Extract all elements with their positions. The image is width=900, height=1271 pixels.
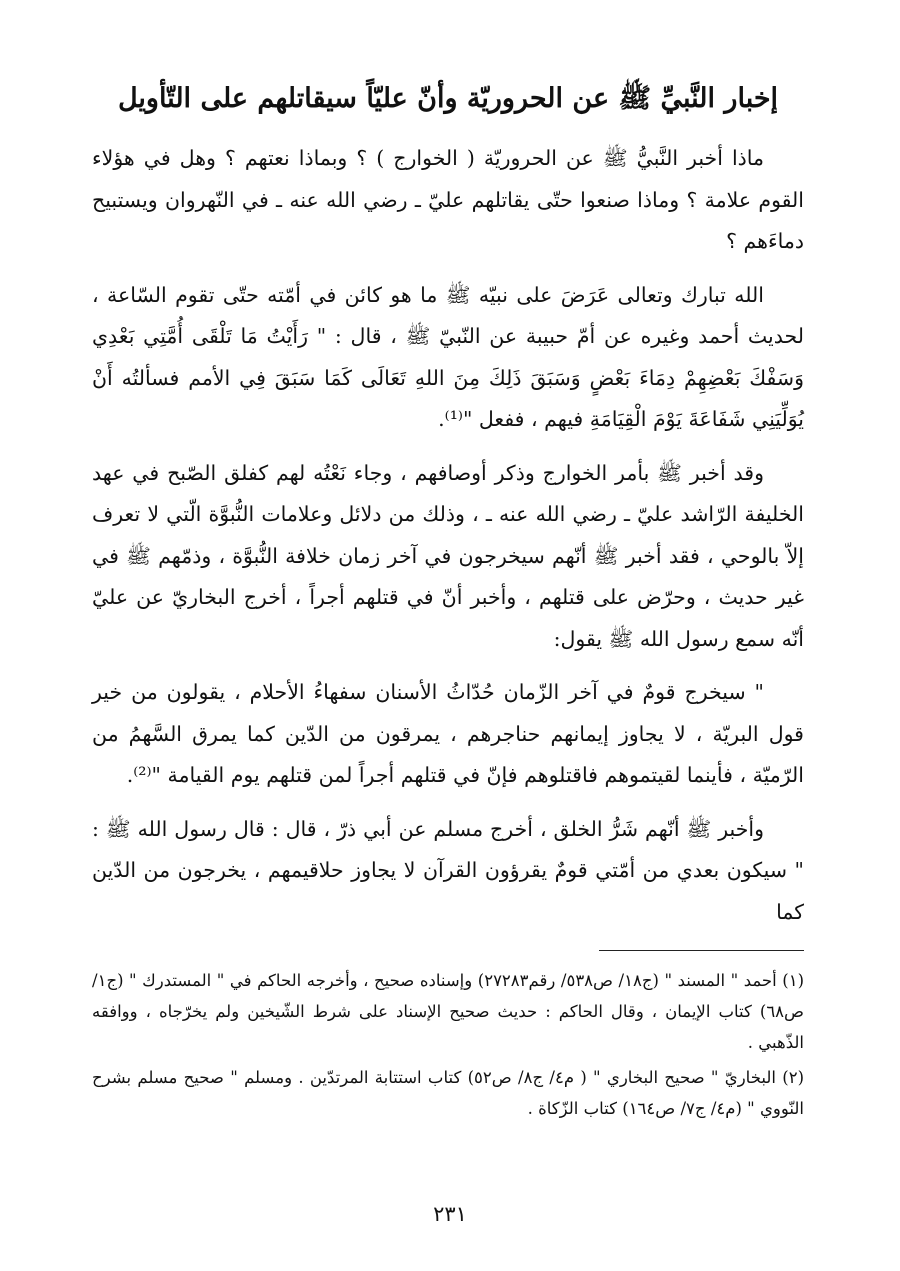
section-title: إخبار النَّبيِّ ﷺ عن الحروريّة وأنّ عليّاً سيقاتلهم على التّأويل [117,83,779,114]
footnote-2: (٢) البخاريّ " صحيح البخاري " ( م٤/ ج٨/ ص٥٢) كتاب استتابة المرتدّين . ومسلم " صحيح مسلم بشرح النّووي " (م٤/ ج٧/ ص١٦٤) كتاب الزّكاة . [92,1068,804,1118]
paragraph-5: وأخبر ﷺ أنّهم شَرُّ الخلق ، أخرج مسلم عن أبي ذرّ ، قال : قال رسول الله ﷺ : " سيكون بعدي من أمّتي قومٌ يقرؤون القرآن لا يجاوز حلاقيمهم ، يخرجون من الدّين كما [92,816,804,924]
paragraph-1: ماذا أخبر النَّبيُّ ﷺ عن الحروريّة ( الخوارج ) ؟ وبماذا نعتهم ؟ وهل في هؤلاء القوم علامة ؟ وماذا صنعوا حتّى يقاتلهم عليّ ـ رضي الله عنه ـ في النّهروان ويستبيح دماءَهم ؟ [92,146,804,253]
paragraph-4: " سيخرج قومٌ في آخر الزّمان حُدّاثُ الأسنان سفهاءُ الأحلام ، يقولون من خير قول البريّة ، لا يجاوز إيمانهم حناجرهم ، يمرقون من الدّين كما يمرق السَّهمُ من الرّميّة ، فأينما لقيتموهم فاقتلوهم فإنّ في قتلهم أجراً لمن قتلهم يوم القيامة "⁽²⁾. [92,680,804,787]
paragraph-3: وقد أخبر ﷺ بأمر الخوارج وذكر أوصافهم ، وجاء نَعْتُه لهم كفلق الصّبح في عهد الخليفة الرّاشد عليّ ـ رضي الله عنه ـ ، وذلك من دلائل وعلامات النُّبوَّة الّتي لا تعرف إلاّ بالوحي ، فقد أخبر ﷺ أنّهم سيخرجون في آخر زمان خلافة النُّبوَّة ، وذمّهم ﷺ في غير حديث ، وحرّض على قتلهم ، وأخبر أنّ في قتلهم أجراً ، أخرج البخاريّ عن عليّ أنّه سمع رسول الله ﷺ يقول: [92,460,804,651]
footnote-divider [599,950,804,951]
page-body [92,60,804,945]
page-number: ٢٣١ [433,1202,467,1226]
footnotes [92,950,804,1128]
paragraph-2: الله تبارك وتعالى عَرَضَ على نبيّه ﷺ ما هو كائن في أمّته حتّى تقوم السّاعة ، لحديث أحمد وغيره عن أمّ حبيبة عن النّبيّ ﷺ ، قال : " رَأَيْتُ مَا تَلْقَى أُمَّتِي بَعْدِي وَسَفْكَ بَعْضِهِمْ دِمَاءَ بَعْضٍ وَسَبَقَ ذَلِكَ مِنَ اللهِ تَعَالَى كَمَا سَبَقَ فِي الأمم فسألتُه أَنْ يُوَلِّيَنِي شَفَاعَةَ يَوْمَ الْقِيَامَةِ فيهم ، ففعل "⁽¹⁾. [92,282,804,431]
footnote-1: (١) أحمد " المسند " (ج١٨/ ص٥٣٨/ رقم٢٧٢٨٣) وإسناده صحيح ، وأخرجه الحاكم في " المستدرك " (ج١/ ص٦٨) كتاب الإيمان ، وقال الحاكم : حديث صحيح الإسناد على شرط الشّيخين ولم يخرّجاه ، ووافقه الذّهبي . [92,971,804,1052]
